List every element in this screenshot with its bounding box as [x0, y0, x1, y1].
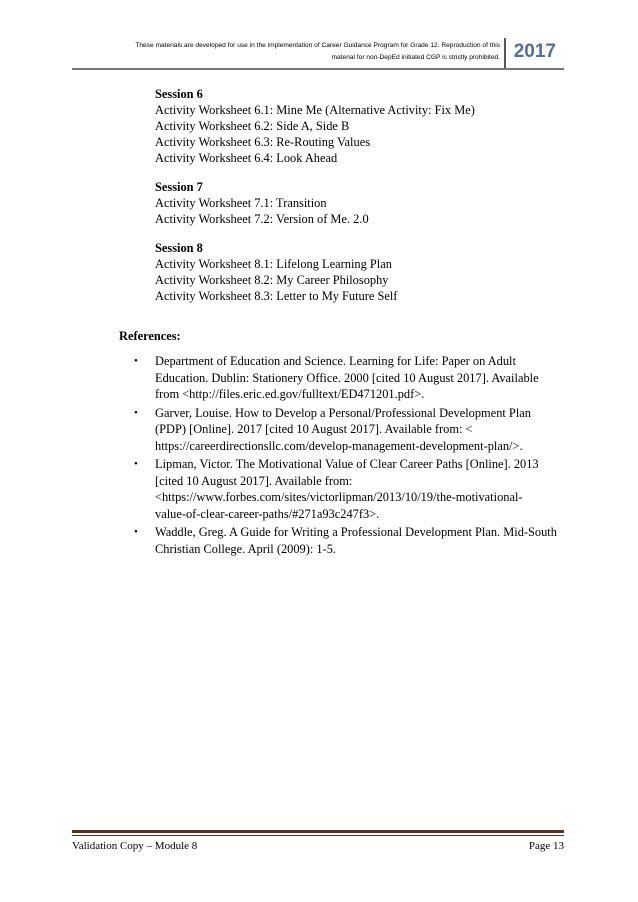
worksheet-item: Activity Worksheet 6.1: Mine Me (Alternative Activity: Fix Me) [155, 103, 475, 117]
session-8 [155, 240, 565, 304]
session-7 [155, 179, 565, 227]
references-list [119, 353, 569, 557]
worksheet-item: Activity Worksheet 8.3: Letter to My Future Self [155, 289, 398, 303]
reference-line: Garver, Louise. How to Develop a Personal/Professional Development Plan [155, 405, 531, 420]
reference-item [119, 405, 569, 455]
session-title: Session 8 [155, 241, 203, 255]
reference-line: <https://www.forbes.com/sites/victorlipman/2013/10/19/the-motivational- [155, 490, 523, 504]
session-title: Session 7 [155, 180, 203, 194]
reference-item [119, 524, 569, 557]
header-divider [504, 38, 506, 70]
worksheet-item: Activity Worksheet 7.2: Version of Me. 2.0 [155, 212, 369, 226]
reference-line: from <http://files.eric.ed.gov/fulltext/ED471201.pdf>. [155, 387, 425, 401]
footer-page-number: Page 13 [528, 840, 564, 852]
reference-item [119, 353, 569, 403]
reference-line: Education. Dublin: Stationery Office. 2000 [cited 10 August 2017]. Available [155, 370, 539, 385]
reference-line: Christian College. April (2009): 1-5. [155, 541, 337, 556]
bullet-icon: • [134, 458, 138, 470]
reference-line: value-of-clear-career-paths/#271a93c247f3>. [155, 506, 380, 521]
header-rule [72, 68, 564, 70]
worksheet-item: Activity Worksheet 7.1: Transition [155, 196, 327, 210]
worksheet-item: Activity Worksheet 8.2: My Career Philosophy [155, 273, 389, 287]
footer-rule-thin [72, 835, 564, 836]
session-6 [155, 86, 565, 166]
references-section [119, 328, 569, 559]
reference-line: Waddle, Greg. A Guide for Writing a Professional Development Plan. Mid-South [155, 525, 557, 539]
page-header [72, 38, 564, 70]
worksheet-item: Activity Worksheet 8.1: Lifelong Learning Plan [155, 257, 392, 271]
reference-line: Department of Education and Science. Learning for Life: Paper on Adult [155, 354, 516, 368]
reference-item [119, 456, 569, 522]
session-title: Session 6 [155, 87, 203, 101]
bullet-icon: • [134, 355, 138, 367]
worksheet-item: Activity Worksheet 6.2: Side A, Side B [155, 119, 350, 133]
header-notice [80, 40, 500, 64]
sessions-list [155, 86, 565, 317]
header-year: 2017 [513, 41, 556, 62]
bullet-icon: • [134, 406, 138, 419]
bullet-icon: • [134, 526, 138, 538]
worksheet-item: Activity Worksheet 6.4: Look Ahead [155, 151, 338, 165]
reference-line: https://careerdirectionsllc.com/develop-management-development-plan/>. [155, 438, 523, 453]
header-notice-line-2: material for non-DepEd initiated CGP is strictly prohibited. [331, 54, 500, 61]
reference-line: (PDP) [Online]. 2017 [cited 10 August 2017]. Available from: < [155, 422, 473, 436]
reference-line: [cited 10 August 2017]. Available from: [155, 473, 353, 488]
reference-line: Lipman, Victor. The Motivational Value of Clear Career Paths [Online]. 2013 [155, 457, 539, 471]
header-notice-line-1: These materials are developed for use in the implementation of Career Guidance Program for Grade 12. Reproduction of this [135, 42, 500, 49]
footer-rule [72, 830, 564, 833]
worksheet-item: Activity Worksheet 6.3: Re-Routing Values [155, 135, 371, 149]
footer-module-label: Validation Copy – Module 8 [72, 840, 198, 852]
references-heading: References: [119, 329, 181, 343]
